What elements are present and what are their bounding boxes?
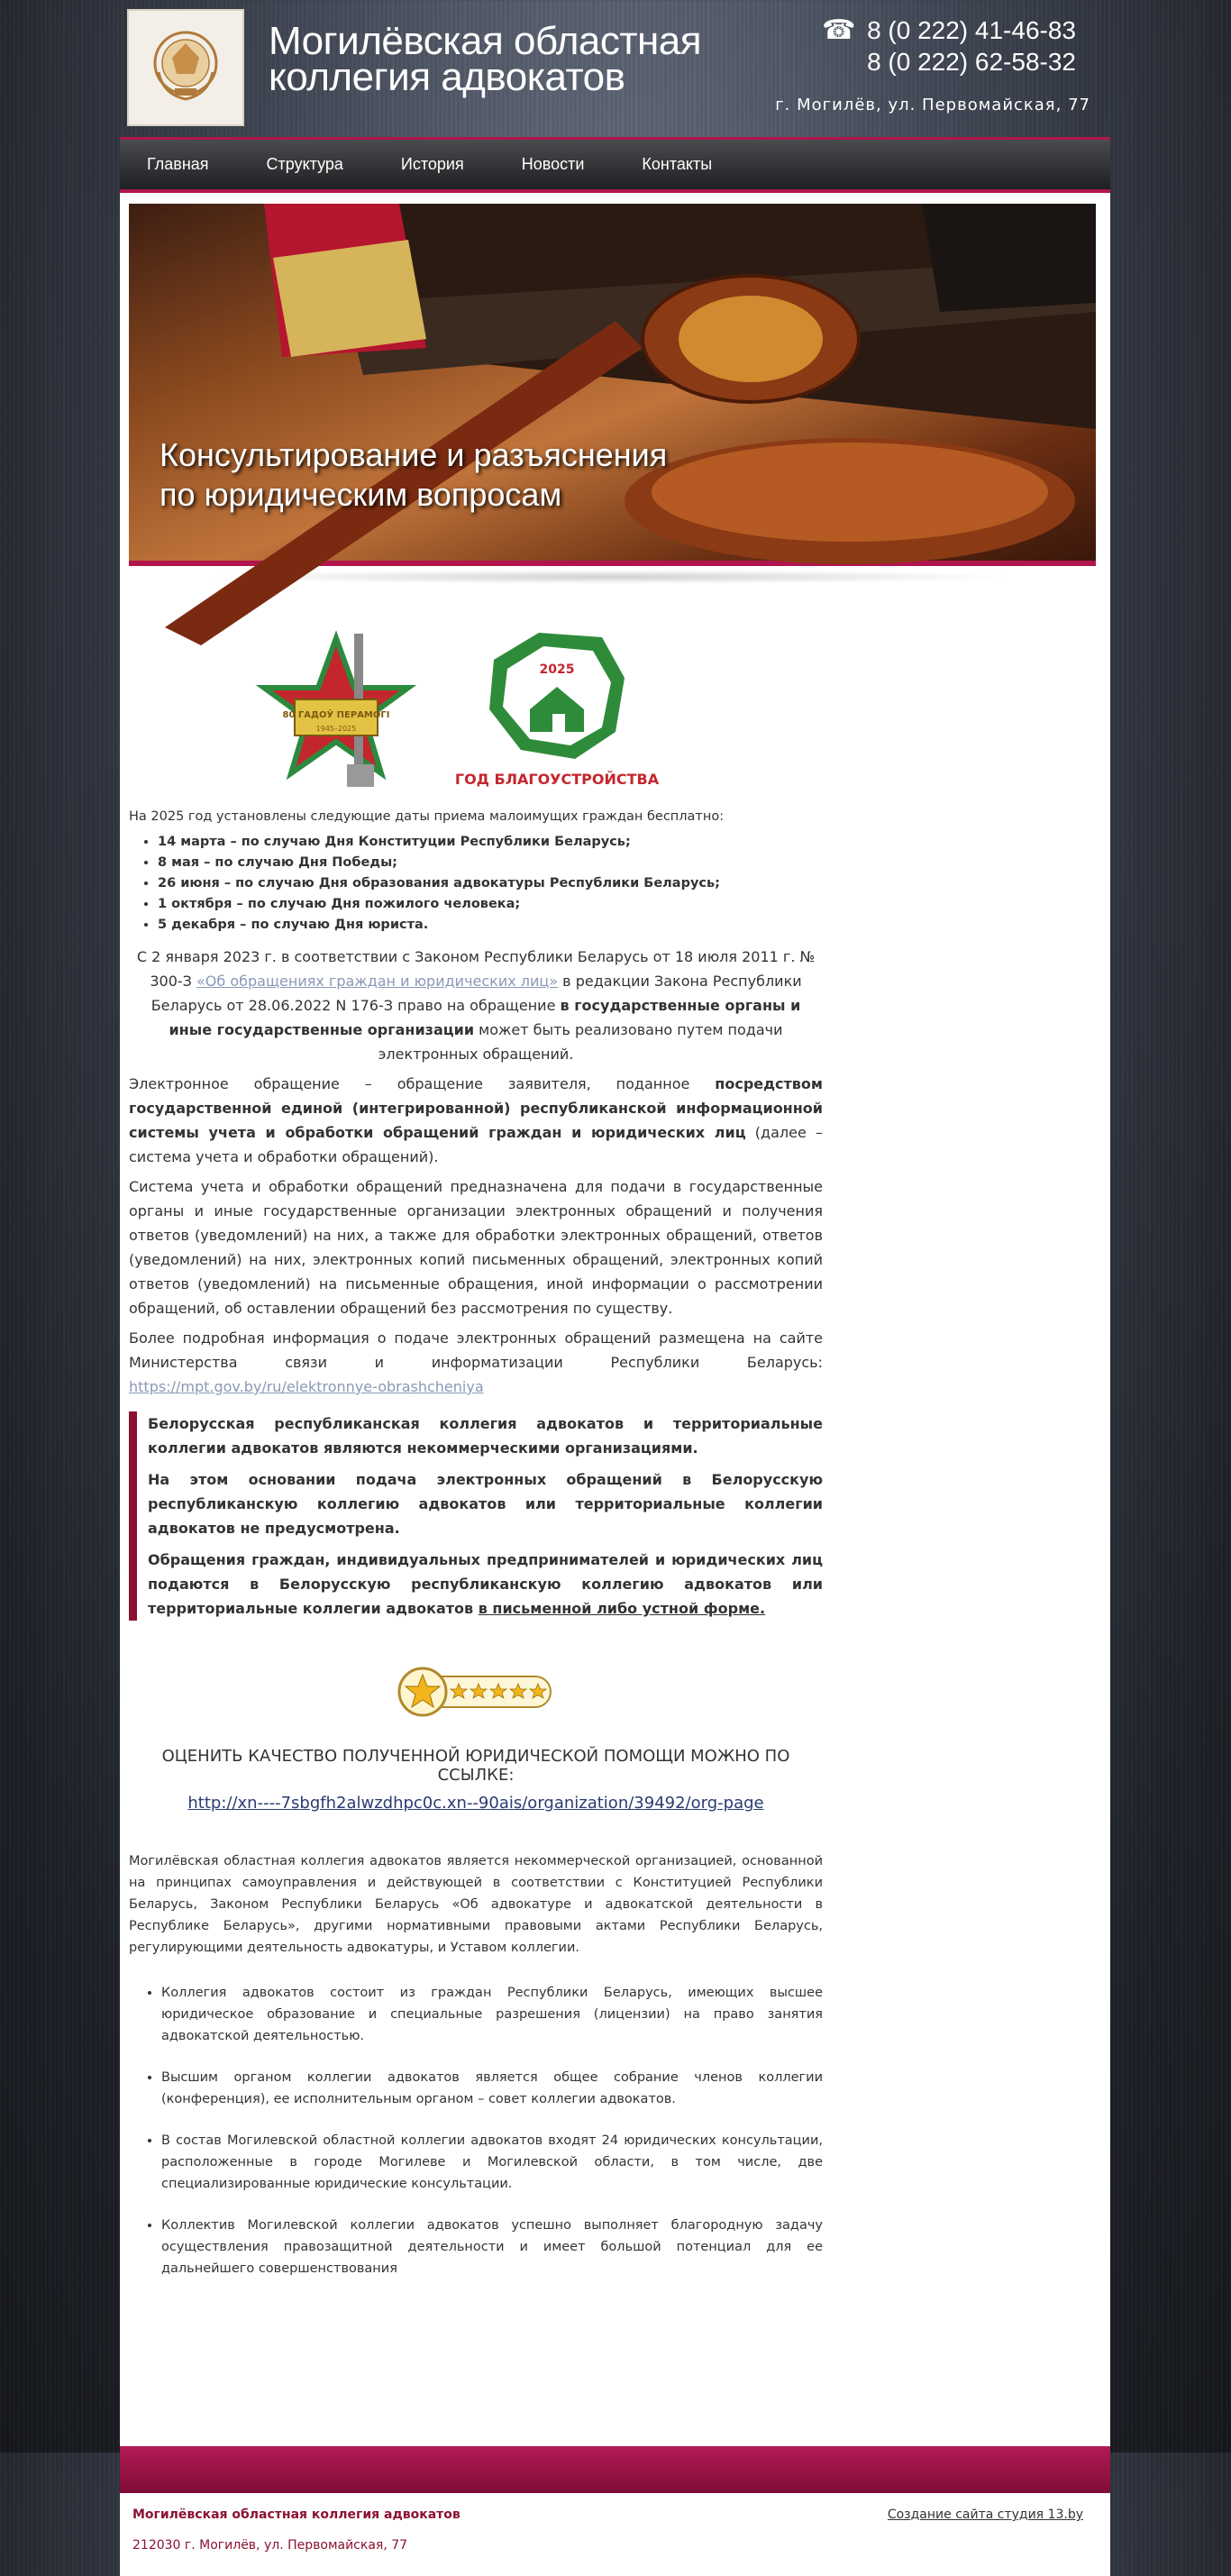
date-item: • 1 октября – по случаю Дня пожилого человека;: [158, 897, 1094, 911]
victory-badge-years: 1945–2025: [315, 725, 357, 733]
site-logo[interactable]: [127, 9, 244, 126]
nav-item-contacts[interactable]: Контакты: [642, 155, 713, 173]
notice-3-underline: в письменной либо устной форме.: [478, 1600, 766, 1617]
year-badge-caption: ГОД БЛАГОУСТРОЙСТВА: [454, 771, 660, 788]
rating-link[interactable]: http://xn----7sbgfh2alwzdhpc0c.xn--90ais/organization/39492/org-page: [187, 1794, 764, 1813]
law-link[interactable]: «Об обращениях граждан и юридических лиц»: [196, 973, 559, 990]
main-content: [120, 193, 1110, 2446]
footer-band: [120, 2446, 1110, 2493]
phone-icon: ☎: [822, 15, 856, 45]
free-reception-dates: [158, 835, 1094, 932]
nav-item-home[interactable]: Главная: [147, 155, 209, 173]
about-text: Могилёвская областная коллегия адвокатов является некоммерческой организацией, основанной на принципах самоуправления и действующей в соответствии с Конституцией Республики Беларусь, Законом Республики Беларусь «Об адвокатуре и адвокатской деятельности в Республике Беларусь», другими нормативными правовыми актами Республики Беларусь, регулирующими деятельность адвокатуры, и Уставом коллегии.: [129, 1854, 823, 1955]
intro-text: На 2025 год установлены следующие даты приема малоимущих граждан бесплатно:: [129, 809, 725, 824]
nav-item-structure[interactable]: Структура: [266, 155, 343, 173]
notice-block: [129, 1411, 823, 1621]
rating-caption: ОЦЕНИТЬ КАЧЕСТВО ПОЛУЧЕННОЙ ЮРИДИЧЕСКОЙ ПОМОЩИ МОЖНО ПО ССЫЛКЕ:: [161, 1747, 790, 1785]
victory-star-icon: [264, 629, 417, 791]
victory-badge-text: 80 ГАДОЎ ПЕРАМОГІ: [282, 710, 390, 720]
footer-org-name: Могилёвская областная коллегия адвокатов: [132, 2507, 460, 2522]
mpt-link[interactable]: https://mpt.gov.by/ru/elektronnye-obrashcheniya: [129, 1378, 484, 1395]
notice-2: На этом основании подача электронных обращений в Белорусскую республиканскую коллегию адвокатов или территориальные коллегии адвокатов не предусмотрена.: [148, 1471, 823, 1537]
fact-item: • Высшим органом коллегии адвокатов является общее собрание членов коллегии (конференция), ее исполнительным органом – совет коллегии адвокатов.: [161, 2067, 823, 2110]
main-nav: [120, 137, 1110, 193]
p1-bold: в государственные органы и иные государственные организации: [169, 997, 801, 1038]
system-description: Система учета и обработки обращений предназначена для подачи в государственные органы и иные государственные организации электронных обращений и получения ответов (уведомлений) на них, а также для обработки электронных обращений, ответов (уведомлений) на них, электронных копий письменных обращений, электронных копий ответов (уведомлений) на письменные обращения, иной информации о рассмотрении обращений, об оставлении обращений без рассмотрения по существу.: [129, 1178, 823, 1317]
hero-banner: [129, 204, 1096, 566]
more-info-paragraph: [129, 1326, 823, 1399]
page: [120, 0, 1110, 2576]
fact-item: • Коллектив Могилевской коллегии адвокатов успешно выполняет благородную задачу осуществления правозащитной деятельности и имеет большой потенциал для ее дальнейшего совершенствования: [161, 2215, 823, 2279]
electronic-appeals-intro: [129, 945, 823, 1066]
footer: [120, 2493, 1110, 2576]
p1-text-a: С 2 января 2023 г. в соответствии с Законом Республики Беларусь от 18 июля 2011 г. № 300-З: [136, 948, 816, 990]
p1-text-c: может быть реализовано путем подачи электронных обращений.: [378, 1021, 783, 1063]
site-title-line1: Могилёвская областная: [269, 19, 702, 63]
phones: [822, 14, 1076, 78]
phone-1[interactable]: 8 (0 222) 41-46-83: [867, 16, 1076, 44]
rating-stars-icon[interactable]: [397, 1666, 554, 1720]
banner-line2: по юридическим вопросам: [160, 476, 562, 513]
footer-address: 212030 г. Могилёв, ул. Первомайская, 77: [132, 2538, 408, 2553]
header-address: г. Могилёв, ул. Первомайская, 77: [775, 96, 1090, 114]
fact-item: • Коллегия адвокатов состоит из граждан Республики Беларусь, имеющих высшее юридическое образование и специальные разрешения (лицензии) на право занятия адвокатской деятельностью.: [161, 1982, 823, 2047]
date-item: • 26 июня – по случаю Дня образования адвокатуры Республики Беларусь;: [158, 876, 1094, 891]
badges-row: [129, 584, 1094, 809]
year-badge-number: 2025: [539, 662, 575, 677]
banner-caption: [160, 435, 667, 515]
p2-bold: посредством государственной единой (интегрированной) республиканской информационной системы учета и обработки обращений граждан и юридических лиц: [129, 1075, 823, 1141]
banner-line1: Консультирование и разъяснения: [160, 436, 668, 473]
site-title-line2: коллегия адвокатов: [269, 55, 625, 99]
p2-text-a: Электронное обращение – обращение заявителя, поданное: [129, 1075, 716, 1092]
p4-text-a: Более подробная информация о подаче электронных обращений размещена на сайте Министерства связи и информатизации Республики Беларусь:: [129, 1329, 823, 1371]
notice-1: Белорусская республиканская коллегия адвокатов и территориальные коллегии адвокатов являются некоммерческими организациями.: [148, 1415, 823, 1457]
notice-3: [148, 1548, 823, 1621]
studio-link[interactable]: Создание сайта студия 13.by: [887, 2507, 1083, 2522]
date-item: • 14 марта – по случаю Дня Конституции Республики Беларусь;: [158, 835, 1094, 849]
year-of-improvement-icon: [454, 624, 660, 795]
p1-text-b: в редакции Закона Республики Беларусь от 28.06.2022 N 176-З право на обращение: [150, 973, 802, 1014]
notice-3-text: Обращения граждан, индивидуальных предпринимателей и юридических лиц подаются в Белорусскую республиканскую коллегию адвокатов или территориальные коллегии адвокатов: [148, 1551, 823, 1617]
victory-80-badge[interactable]: [264, 629, 417, 795]
fact-item: • В состав Могилевской областной коллегии адвокатов входят 24 юридических консультации, расположенные в городе Могилеве и Могилевской области, в том числе, две специализированные юридические консультации.: [161, 2130, 823, 2195]
coat-of-arms-icon: [136, 18, 235, 117]
date-item: • 8 мая – по случаю Дня Победы;: [158, 855, 1094, 870]
header: [120, 0, 1110, 135]
p2-text-b: (далее – система учета и обработки обращений).: [129, 1124, 823, 1165]
rating-section: [129, 1666, 823, 1813]
electronic-appeal-definition: [129, 1072, 823, 1169]
date-item: • 5 декабря – по случаю Дня юриста.: [158, 918, 1094, 932]
nav-item-history[interactable]: История: [400, 155, 464, 173]
phone-2[interactable]: 8 (0 222) 62-58-32: [867, 48, 1076, 76]
facts-list: [161, 1982, 823, 2279]
year-of-improvement-badge[interactable]: [454, 624, 660, 799]
site-title: [269, 19, 702, 99]
nav-item-news[interactable]: Новости: [521, 155, 585, 173]
banner-shadow: [206, 570, 1017, 584]
